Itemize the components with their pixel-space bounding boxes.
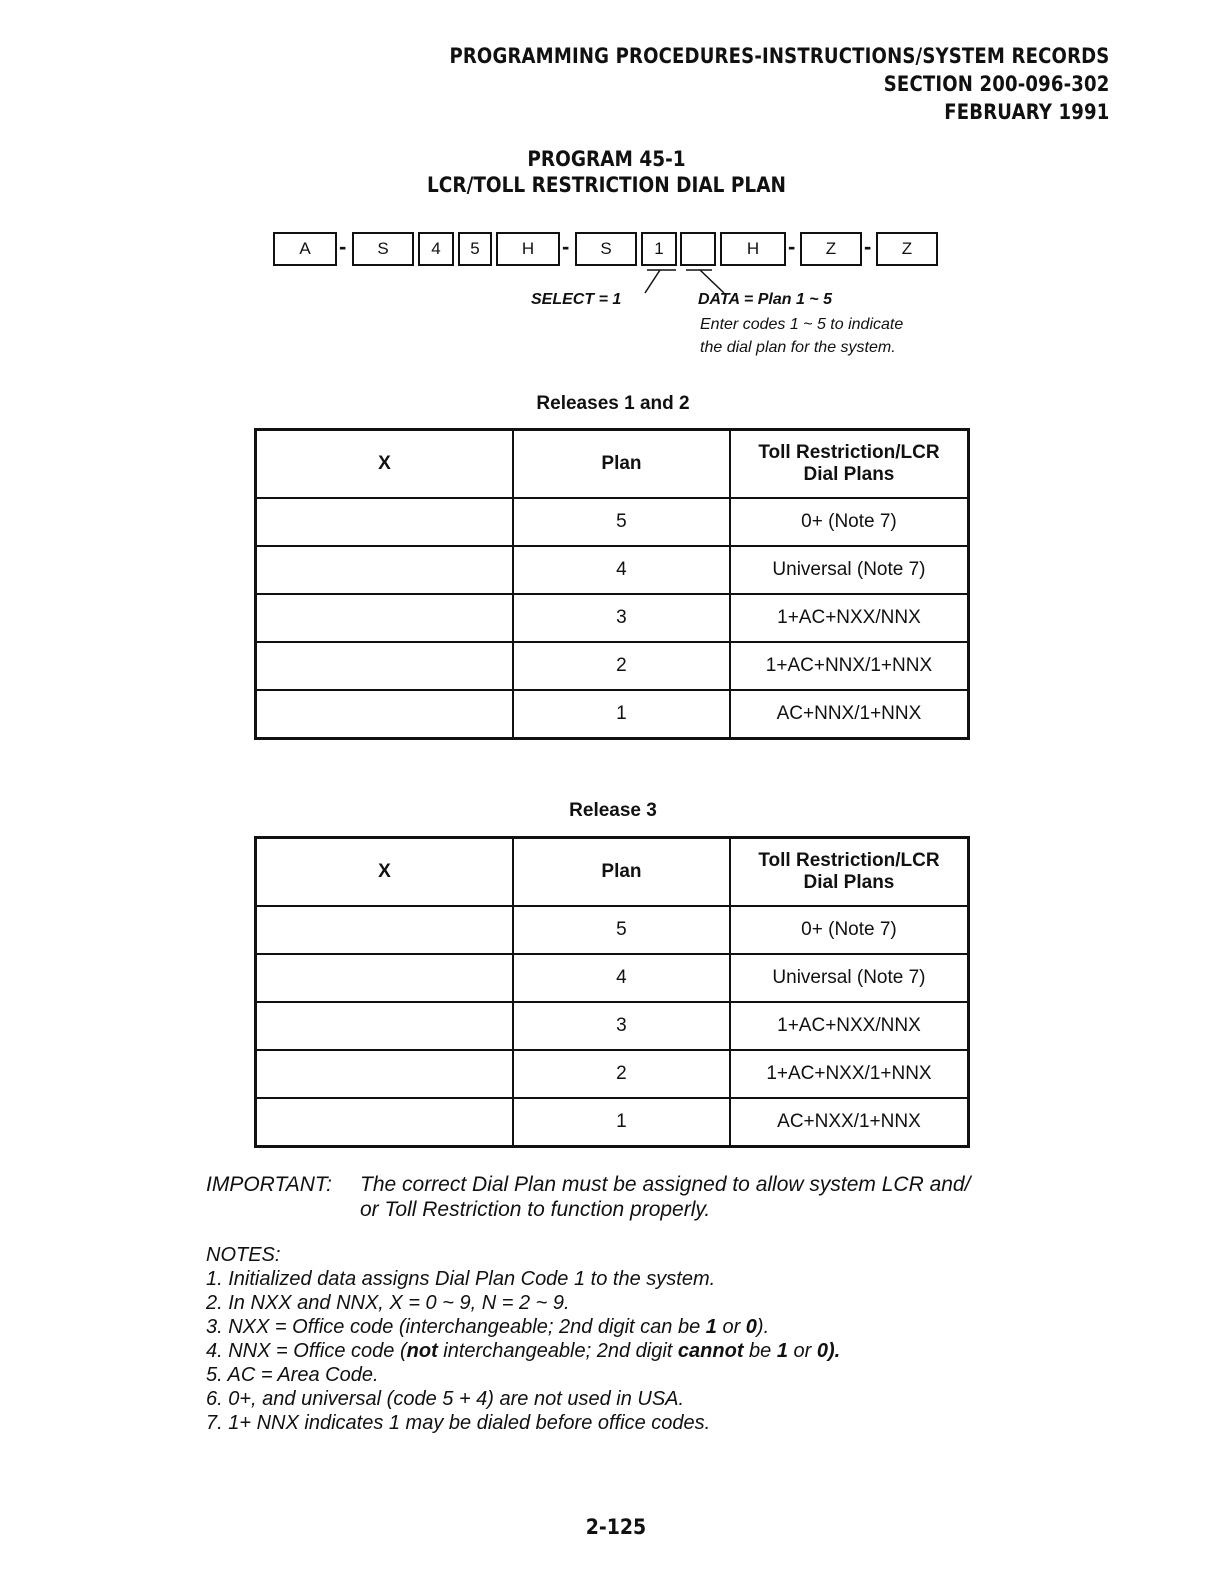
data-description-1: Enter codes 1 ~ 5 to indicate [700, 316, 904, 333]
cell-x [256, 1098, 514, 1147]
cell-dial: 0+ (Note 7) [730, 498, 969, 546]
cell-dial: AC+NXX/1+NNX [730, 1098, 969, 1147]
header-line: Dial Plans [803, 464, 895, 485]
table-header-row [256, 430, 969, 499]
cell-dial: 1+AC+NXX/1+NNX [730, 1050, 969, 1098]
cell-x [256, 906, 514, 954]
cell-dial: AC+NNX/1+NNX [730, 690, 969, 739]
cell-x [256, 954, 514, 1002]
title-line-1: PROGRAM 45-1 [527, 147, 686, 171]
table-row [256, 1098, 969, 1147]
table2-caption: Release 3 [569, 800, 657, 821]
notes-section [206, 1243, 840, 1435]
cell-plan: 4 [513, 546, 730, 594]
note-5: 5. AC = Area Code. [206, 1364, 379, 1386]
data-pointer [700, 270, 724, 293]
select-pointer [645, 270, 660, 293]
key-box-s: S [352, 232, 414, 266]
key-box-select: 1 [641, 232, 677, 266]
note-text: or [787, 1340, 817, 1362]
cell-x [256, 498, 514, 546]
header-line: Toll Restriction/LCR [758, 442, 940, 463]
note-bold: 0 [745, 1316, 757, 1338]
key-box-h: H [496, 232, 560, 266]
header-line: Dial Plans [803, 872, 895, 893]
note-1: 1. Initialized data assigns Dial Plan Code 1 to the system. [206, 1268, 716, 1290]
key-dash: - [339, 234, 347, 259]
notes-heading: NOTES: [206, 1244, 281, 1266]
key-box-5: 5 [458, 232, 492, 266]
header-line-1: PROGRAMMING PROCEDURES-INSTRUCTIONS/SYSTEM RECORDS [448, 44, 1109, 68]
key-box-s: S [575, 232, 637, 266]
table-row [256, 498, 969, 546]
col-header-dial-plans [730, 838, 969, 907]
note-7: 7. 1+ NNX indicates 1 may be dialed before office codes. [206, 1412, 711, 1434]
table1-caption: Releases 1 and 2 [536, 393, 690, 414]
key-dash: - [864, 234, 872, 259]
important-line-2: or Toll Restriction to function properly. [360, 1198, 711, 1221]
key-box-z: Z [800, 232, 862, 266]
cell-x [256, 690, 514, 739]
table-row [256, 642, 969, 690]
col-header-x: X [256, 430, 514, 499]
key-box-h: H [720, 232, 786, 266]
table-row [256, 954, 969, 1002]
note-text: interchangeable; 2nd digit [437, 1340, 678, 1362]
note-text: be [743, 1340, 777, 1362]
note-bold: 0). [816, 1340, 841, 1362]
table-row [256, 1050, 969, 1098]
cell-plan: 5 [513, 498, 730, 546]
select-label: SELECT = 1 [531, 291, 622, 308]
cell-plan: 4 [513, 954, 730, 1002]
note-2: 2. In NXX and NNX, X = 0 ~ 9, N = 2 ~ 9. [206, 1292, 570, 1314]
cell-x [256, 1002, 514, 1050]
dial-plan-table-release-3 [254, 836, 970, 1148]
cell-dial: 1+AC+NXX/NNX [730, 1002, 969, 1050]
note-4 [206, 1339, 840, 1363]
cell-x [256, 594, 514, 642]
note-text: 3. NXX = Office code (interchangeable; 2nd digit can be [206, 1316, 706, 1338]
table-row [256, 546, 969, 594]
cell-x [256, 546, 514, 594]
key-box-a: A [273, 232, 337, 266]
cell-dial: 1+AC+NNX/1+NNX [730, 642, 969, 690]
header-line: Toll Restriction/LCR [758, 850, 940, 871]
note-text: 4. NNX = Office code ( [206, 1340, 407, 1362]
cell-plan: 1 [513, 1098, 730, 1147]
header-line-3: FEBRUARY 1991 [943, 100, 1109, 124]
cell-dial: 0+ (Note 7) [730, 906, 969, 954]
cell-plan: 5 [513, 906, 730, 954]
note-text: ). [756, 1316, 770, 1338]
cell-plan: 2 [513, 1050, 730, 1098]
note-bold: not [406, 1340, 438, 1362]
important-note [206, 1172, 970, 1222]
cell-dial: Universal (Note 7) [730, 954, 969, 1002]
note-bold: 1 [776, 1340, 788, 1362]
cell-x [256, 642, 514, 690]
data-label: DATA = Plan 1 ~ 5 [698, 291, 832, 308]
note-bold: cannot [677, 1340, 744, 1362]
key-box-4: 4 [418, 232, 454, 266]
important-line-1: The correct Dial Plan must be assigned to allow system LCR and/ [360, 1173, 971, 1196]
cell-dial: Universal (Note 7) [730, 546, 969, 594]
key-box-z: Z [876, 232, 938, 266]
note-bold: 1 [705, 1316, 717, 1338]
col-header-x: X [256, 838, 514, 907]
cell-plan: 3 [513, 594, 730, 642]
col-header-plan: Plan [513, 838, 730, 907]
cell-plan: 3 [513, 1002, 730, 1050]
key-dash: - [788, 234, 796, 259]
title-line-2: LCR/TOLL RESTRICTION DIAL PLAN [427, 173, 786, 197]
note-6: 6. 0+, and universal (code 5 + 4) are not used in USA. [206, 1388, 685, 1410]
cell-x [256, 1050, 514, 1098]
table-row [256, 594, 969, 642]
col-header-dial-plans [730, 430, 969, 499]
pointer-lines [0, 0, 1213, 320]
table-row [256, 906, 969, 954]
table-row [256, 1002, 969, 1050]
note-3 [206, 1315, 840, 1339]
table-row [256, 690, 969, 739]
header-line-2: SECTION 200-096-302 [883, 72, 1109, 96]
data-description-2: the dial plan for the system. [700, 339, 896, 356]
cell-dial: 1+AC+NXX/NNX [730, 594, 969, 642]
table-header-row [256, 838, 969, 907]
dial-plan-table-releases-1-2 [254, 428, 970, 740]
col-header-plan: Plan [513, 430, 730, 499]
cell-plan: 2 [513, 642, 730, 690]
key-dash: - [562, 234, 570, 259]
page-number: 2-125 [585, 1515, 647, 1539]
cell-plan: 1 [513, 690, 730, 739]
note-text: or [716, 1316, 746, 1338]
important-label: IMPORTANT: [206, 1173, 332, 1196]
